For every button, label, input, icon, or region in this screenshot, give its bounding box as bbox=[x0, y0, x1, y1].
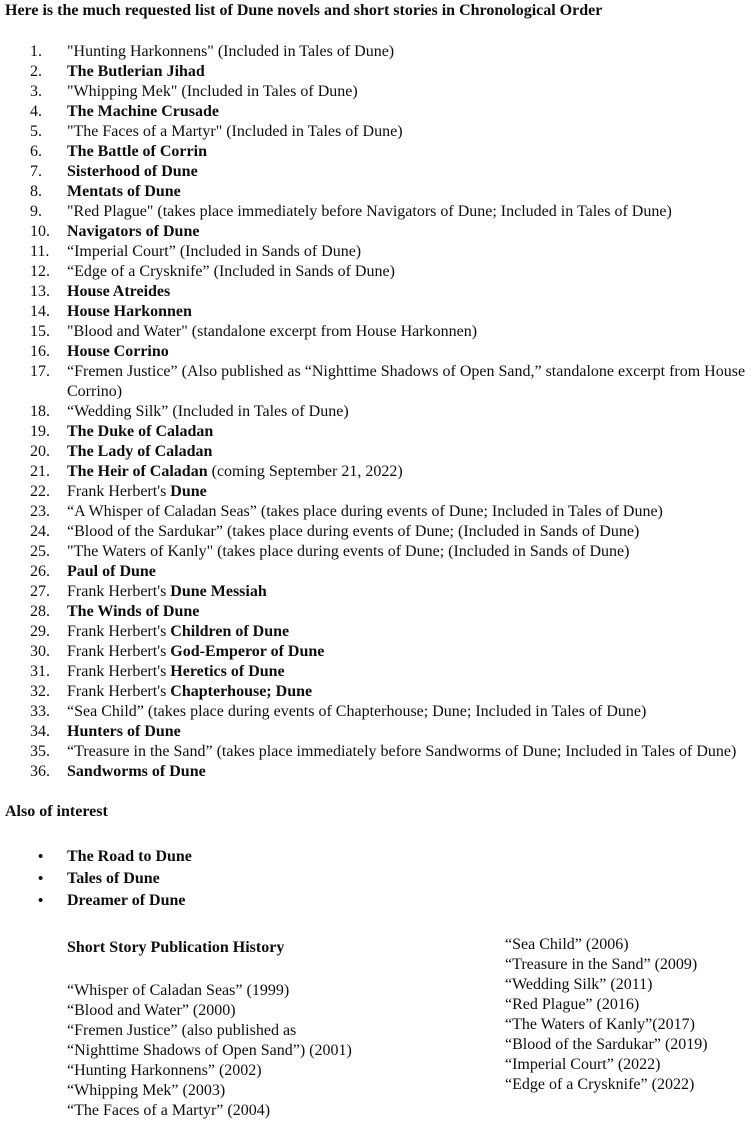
list-item bbox=[0, 362, 755, 402]
list-item bbox=[0, 522, 755, 542]
bullet-item-text: The Road to Dune bbox=[67, 848, 192, 865]
publication-entry: “Whipping Mek” (2003) bbox=[67, 1082, 226, 1099]
list-item-text: Frank Herbert's Dune Messiah bbox=[67, 583, 267, 600]
publication-entry: “The Faces of a Martyr” (2004) bbox=[67, 1102, 271, 1119]
list-item bbox=[0, 722, 755, 742]
list-item-text: “Blood of the Sardukar” (takes place during events of Dune; (Included in Sands of Dune) bbox=[67, 523, 640, 540]
list-item bbox=[0, 642, 755, 662]
list-item-number: 6. bbox=[30, 143, 42, 160]
list-item-text: “A Whisper of Caladan Seas” (takes place during events of Dune; Included in Tales of Dune) bbox=[67, 503, 663, 520]
publication-entry: “Imperial Court” (2022) bbox=[505, 1056, 661, 1073]
list-item-text: Paul of Dune bbox=[67, 563, 156, 580]
list-item-text: “Sea Child” (takes place during events of Chapterhouse; Dune; Included in Tales of Dune) bbox=[67, 703, 647, 720]
list-item-number: 5. bbox=[30, 123, 42, 140]
list-item-number: 27. bbox=[30, 583, 50, 600]
publication-entry: “Blood of the Sardukar” (2019) bbox=[505, 1036, 708, 1053]
bullet-item bbox=[0, 890, 192, 912]
list-item bbox=[0, 42, 755, 62]
list-item-number: 36. bbox=[30, 763, 50, 780]
list-item bbox=[0, 182, 755, 202]
list-item bbox=[0, 262, 755, 282]
list-item-text: The Duke of Caladan bbox=[67, 423, 214, 440]
list-item-text: “Wedding Silk” (Included in Tales of Dune) bbox=[67, 403, 349, 420]
list-item-text: “Edge of a Crysknife” (Included in Sands of Dune) bbox=[67, 263, 395, 280]
list-item bbox=[0, 322, 755, 342]
list-item-number: 32. bbox=[30, 683, 50, 700]
list-item-text: "Hunting Harkonnens" (Included in Tales of Dune) bbox=[67, 43, 395, 60]
list-item-number: 30. bbox=[30, 643, 50, 660]
list-item bbox=[0, 482, 755, 502]
list-item bbox=[0, 622, 755, 642]
list-item-text: The Winds of Dune bbox=[67, 603, 200, 620]
bullet-item-text: Tales of Dune bbox=[67, 870, 160, 887]
bullet-item-text: Dreamer of Dune bbox=[67, 892, 186, 909]
list-item bbox=[0, 422, 755, 442]
list-item-text: Frank Herbert's Children of Dune bbox=[67, 623, 290, 640]
publication-entry: “Red Plague” (2016) bbox=[505, 996, 640, 1013]
list-item bbox=[0, 662, 755, 682]
list-item bbox=[0, 122, 755, 142]
list-item-text: House Corrino bbox=[67, 343, 169, 360]
publication-entry: “The Waters of Kanly”(2017) bbox=[505, 1016, 695, 1033]
list-item-text: Frank Herbert's Chapterhouse; Dune bbox=[67, 683, 313, 700]
list-item bbox=[0, 302, 755, 322]
list-item bbox=[0, 202, 755, 222]
list-item-text: The Heir of Caladan (coming September 21, 2022) bbox=[67, 463, 403, 480]
list-item-number: 11. bbox=[30, 243, 50, 260]
list-item-number: 14. bbox=[30, 303, 50, 320]
list-item bbox=[0, 222, 755, 242]
list-item-number: 13. bbox=[30, 283, 50, 300]
list-item-number: 19. bbox=[30, 423, 50, 440]
list-item-number: 29. bbox=[30, 623, 50, 640]
publication-history-left-column bbox=[67, 981, 352, 1121]
list-item bbox=[0, 502, 755, 522]
list-item-number: 28. bbox=[30, 603, 50, 620]
list-item bbox=[0, 402, 755, 422]
list-item-text: Sisterhood of Dune bbox=[67, 163, 198, 180]
list-item-text: "The Faces of a Martyr" (Included in Tales of Dune) bbox=[67, 123, 403, 140]
publication-entry: “Edge of a Crysknife” (2022) bbox=[505, 1076, 695, 1093]
list-item-text: Frank Herbert's Dune bbox=[67, 483, 207, 500]
publication-entry: “Blood and Water” (2000) bbox=[67, 1002, 236, 1019]
list-item-number: 16. bbox=[30, 343, 50, 360]
list-item bbox=[0, 102, 755, 122]
list-item-text: The Lady of Caladan bbox=[67, 443, 213, 460]
list-item-number: 1. bbox=[30, 43, 42, 60]
publication-history-heading: Short Story Publication History bbox=[67, 939, 285, 956]
list-item bbox=[0, 162, 755, 182]
bullet-icon: • bbox=[38, 871, 44, 887]
list-item-number: 31. bbox=[30, 663, 50, 680]
list-item-text: House Atreides bbox=[67, 283, 171, 300]
list-item-number: 18. bbox=[30, 403, 50, 420]
list-item-text: The Butlerian Jihad bbox=[67, 63, 205, 80]
list-item bbox=[0, 602, 755, 622]
list-item-number: 25. bbox=[30, 543, 50, 560]
list-item-text: House Harkonnen bbox=[67, 303, 192, 320]
list-item-number: 35. bbox=[30, 743, 50, 760]
list-item bbox=[0, 342, 755, 362]
list-item-number: 26. bbox=[30, 563, 50, 580]
publication-history-right-column bbox=[505, 935, 708, 1095]
publication-entry: “Treasure in the Sand” (2009) bbox=[505, 956, 698, 973]
list-item-text: “Imperial Court” (Included in Sands of Dune) bbox=[67, 243, 362, 260]
chronological-list bbox=[0, 42, 755, 782]
list-item bbox=[0, 762, 755, 782]
publication-entry: “Whisper of Caladan Seas” (1999) bbox=[67, 982, 290, 999]
list-item bbox=[0, 562, 755, 582]
list-item-text: "Blood and Water" (standalone excerpt from House Harkonnen) bbox=[67, 323, 478, 340]
list-item-number: 23. bbox=[30, 503, 50, 520]
list-item-number: 12. bbox=[30, 263, 50, 280]
list-item bbox=[0, 82, 755, 102]
list-item-text: "The Waters of Kanly" (takes place during events of Dune; (Included in Sands of Dune) bbox=[67, 543, 630, 560]
list-item-number: 34. bbox=[30, 723, 50, 740]
list-item bbox=[0, 462, 755, 482]
also-of-interest-list bbox=[0, 846, 192, 912]
list-item-number: 15. bbox=[30, 323, 50, 340]
publication-entry: “Fremen Justice” (also published as bbox=[67, 1022, 297, 1039]
list-item-number: 22. bbox=[30, 483, 50, 500]
list-item-text: "Red Plague" (takes place immediately before Navigators of Dune; Included in Tales of Dune) bbox=[67, 203, 672, 220]
list-item bbox=[0, 62, 755, 82]
list-item-text: Sandworms of Dune bbox=[67, 763, 206, 780]
list-item bbox=[0, 682, 755, 702]
list-item-number: 20. bbox=[30, 443, 50, 460]
list-item-text: Frank Herbert's God-Emperor of Dune bbox=[67, 643, 325, 660]
list-item bbox=[0, 582, 755, 602]
list-item-number: 10. bbox=[30, 223, 50, 240]
list-item-text: The Machine Crusade bbox=[67, 103, 219, 120]
bullet-item bbox=[0, 846, 192, 868]
publication-entry: “Sea Child” (2006) bbox=[505, 936, 629, 953]
list-item bbox=[0, 142, 755, 162]
list-item-text: “Treasure in the Sand” (takes place immediately before Sandworms of Dune; Included in Tales of Dune) bbox=[67, 743, 737, 760]
bullet-item bbox=[0, 868, 192, 890]
list-item-number: 24. bbox=[30, 523, 50, 540]
bullet-icon: • bbox=[38, 849, 44, 865]
list-item-number: 3. bbox=[30, 83, 42, 100]
list-item-number: 4. bbox=[30, 103, 42, 120]
list-item-number: 33. bbox=[30, 703, 50, 720]
list-item-number: 8. bbox=[30, 183, 42, 200]
list-item bbox=[0, 282, 755, 302]
list-item-number: 7. bbox=[30, 163, 42, 180]
also-of-interest-heading: Also of interest bbox=[5, 803, 108, 820]
list-item-number: 9. bbox=[30, 203, 42, 220]
list-item bbox=[0, 242, 755, 262]
list-item-text: Navigators of Dune bbox=[67, 223, 200, 240]
list-item-number: 17. bbox=[30, 363, 50, 380]
page-title: Here is the much requested list of Dune novels and short stories in Chronological Order bbox=[5, 2, 603, 19]
list-item bbox=[0, 442, 755, 462]
list-item bbox=[0, 542, 755, 562]
publication-entry: “Wedding Silk” (2011) bbox=[505, 976, 653, 993]
list-item-text: Mentats of Dune bbox=[67, 183, 181, 200]
list-item-text: “Fremen Justice” (Also published as “Nighttime Shadows of Open Sand,” standalone excerpt from House Corrino) bbox=[67, 363, 746, 400]
list-item-number: 21. bbox=[30, 463, 50, 480]
list-item-text: The Battle of Corrin bbox=[67, 143, 207, 160]
publication-entry: “Nighttime Shadows of Open Sand”) (2001) bbox=[67, 1042, 352, 1059]
list-item-number: 2. bbox=[30, 63, 42, 80]
list-item-text: Frank Herbert's Heretics of Dune bbox=[67, 663, 285, 680]
list-item-text: Hunters of Dune bbox=[67, 723, 181, 740]
list-item bbox=[0, 742, 755, 762]
list-item bbox=[0, 702, 755, 722]
list-item-text: "Whipping Mek" (Included in Tales of Dune) bbox=[67, 83, 358, 100]
bullet-icon: • bbox=[38, 893, 44, 909]
publication-entry: “Hunting Harkonnens” (2002) bbox=[67, 1062, 262, 1079]
